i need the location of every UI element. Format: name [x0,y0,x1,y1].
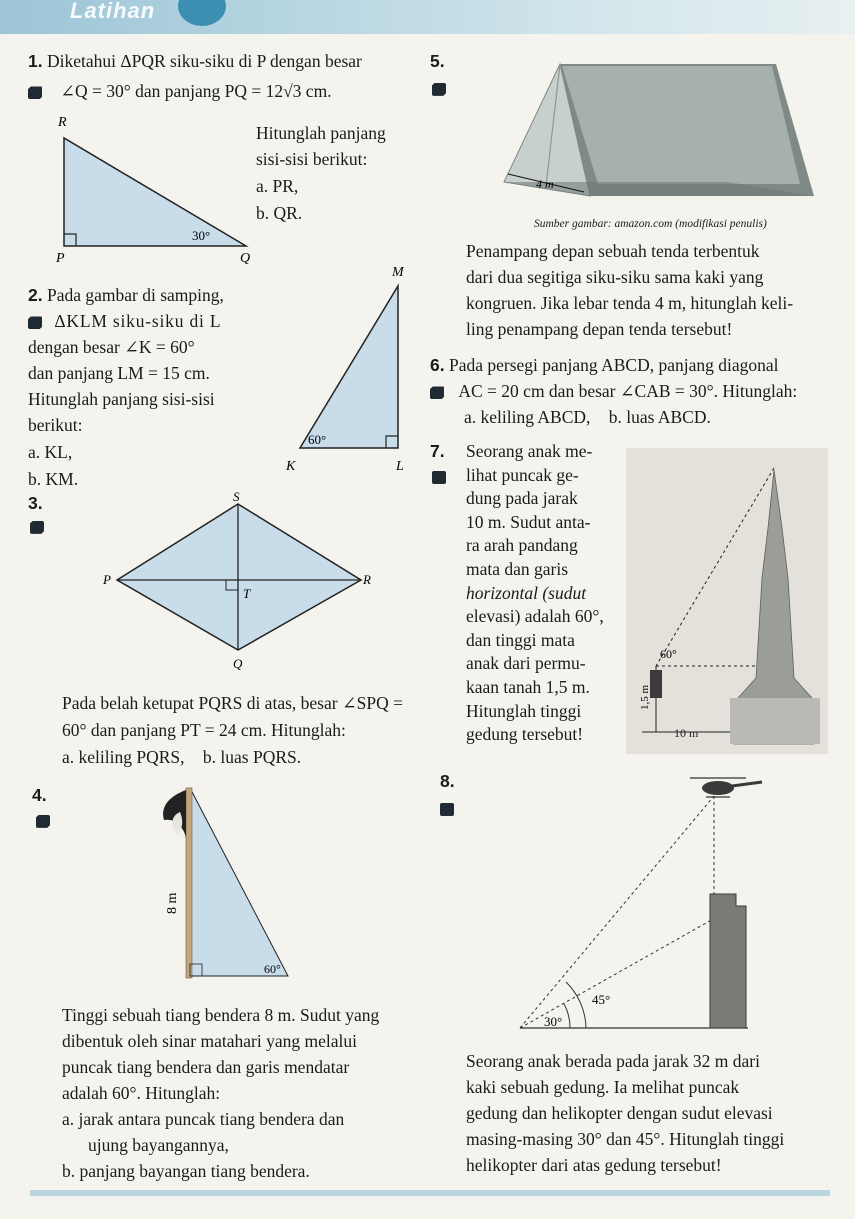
problem-1-line2: ∠Q = 30° dan panjang PQ = 12√3 cm. [28,80,332,103]
section-title: Latihan [70,0,156,23]
difficulty-icon [432,80,446,98]
vertex-k: K [286,459,296,474]
problem-6-a: a. keliling ABCD, [464,407,591,427]
problem-2-text: 2. Pada gambar di samping, ΔKLM siku-siku di L dengan besar ∠K = 60° dan panjang LM = 15 cm. Hitunglah panjang sisi-sisi berikut: a. KL, b. KM. [28,284,328,491]
helicopter-building-figure [500,770,840,1040]
rhombus-pqrs [117,504,361,650]
problem-3-text: Pada belah ketupat PQRS di atas, besar ∠SPQ = 60° dan panjang PT = 24 cm. Hitunglah: a. keliling PQRS, b. luas PQRS. [62,693,403,767]
difficulty-icon [430,386,444,399]
height-label: 8 m [165,892,180,914]
triangle-klm [300,286,398,448]
vertex-p: P [103,572,111,587]
problem-6-text: 6. Pada persegi panjang ABCD, panjang diagonal AC = 20 cm dan besar ∠CAB = 30°. Hitunglah: a. keliling ABCD, b. luas ABCD. [430,355,798,427]
vertex-m: M [392,265,404,280]
building-icon [710,894,746,1028]
flagpole-figure [140,776,310,986]
vertex-l: L [396,459,404,474]
image-source-caption: Sumber gambar: amazon.com (modifikasi penulis) [534,218,767,230]
difficulty-icon [28,86,42,99]
skyscraper-figure [626,448,828,754]
triangle-klm-figure [278,262,418,480]
angle-arc-30 [564,1004,570,1028]
problem-3-a: a. keliling PQRS, [62,747,185,767]
triangle-pqr-figure [50,108,270,268]
problem-number: 8. [440,771,455,791]
problem-number: 7. [430,441,445,461]
difficulty-icon [30,518,44,536]
angle-45-label: 45° [592,992,611,1007]
distance-label: 10 m [674,726,699,740]
flagpole [186,788,192,978]
problem-8-text: Seorang anak berada pada jarak 32 m dari kaki sebuah gedung. Ia melihat puncak gedung dan helikopter dengan sudut elevasi masing-masing 30° dan 45°. Hitunglah tinggi helikopter dari atas gedung tersebut! [466,1051,785,1175]
problem-1-a: a. PR, [256,176,299,196]
angle-label: 60° [264,962,281,976]
problem-6-b: b. luas ABCD. [608,407,711,427]
building-base [730,698,820,744]
line-to-helicopter [520,796,714,1028]
problem-2-a: a. KL, [28,442,73,462]
difficulty-icon [440,800,454,818]
vertex-q: Q [233,656,243,671]
problem-4-a: a. jarak antara puncak tiang bendera dan [62,1109,345,1129]
rhombus-pqrs-figure [95,490,385,680]
child-figure [650,670,662,698]
problem-number: 4. [32,785,47,805]
line-to-building-top [520,914,722,1028]
elevation-angle-label: 60° [660,647,677,661]
difficulty-icon [432,468,446,486]
problem-3-b: b. luas PQRS. [202,747,302,767]
vertex-r: R [58,115,67,130]
problem-number: 3. [28,493,43,513]
difficulty-icon [28,316,42,329]
problem-7-text: Seorang anak me- lihat puncak ge- dung pada jarak 10 m. Sudut anta- ra arah pandang mata dan garis horizontal (sudut elevasi) adalah 60°, dan tinggi mata anak dari permu- kaan tanah 1,5 m. Hitunglah tinggi gedung tersebut! [466,441,604,745]
vertex-p: P [56,251,65,266]
problem-5-text: Penampang depan sebuah tenda terbentuk dari dua segitiga siku-siku sama kaki yang kongruen. Jika lebar tenda 4 m, hitunglah keli- ling penampang depan tenda tersebut! [466,241,794,339]
angle-30-label: 30° [544,1014,563,1029]
problem-4-b: b. panjang bayangan tiang bendera. [62,1161,310,1181]
eye-height-label: 1,5 m [639,684,651,710]
difficulty-icon [36,812,50,830]
helicopter-icon [690,778,762,797]
tent-roof-highlight [562,66,800,184]
problem-number: 2. [28,285,43,305]
vertex-q: Q [240,251,251,266]
shadow-triangle [190,788,288,976]
problem-number: 1. [28,51,43,71]
problem-number: 6. [430,355,445,375]
problem-1-instruction: Hitunglah panjang sisi-sisi berikut: a. PR, b. QR. [256,123,386,223]
angle-arc-45 [566,982,586,1028]
problem-number: 5. [430,51,445,71]
point-t: T [243,586,251,601]
vertex-s: S [233,490,240,504]
problem-4-text: Tinggi sebuah tiang bendera 8 m. Sudut yang dibentuk oleh sinar matahari yang melalui puncak tiang bendera dan garis mendatar adalah 60°. Hitunglah: a. jarak antara puncak tiang bendera dan ujung bayangannya, b. panjang bayangan tiang bendera. [62,1004,432,1183]
angle-q-label: 30° [192,228,211,243]
problem-1-line1: 1. Diketahui ΔPQR siku-siku di P dengan besar [28,51,362,71]
footer-band [30,1190,830,1196]
tent-figure [500,56,820,216]
triangle-pqr [64,138,246,246]
angle-k-label: 60° [308,432,327,447]
vertex-r: R [363,572,371,587]
problem-1-b: b. QR. [256,203,303,223]
problem-2-b: b. KM. [28,469,79,489]
tent-width-label: 4 m [536,177,554,191]
